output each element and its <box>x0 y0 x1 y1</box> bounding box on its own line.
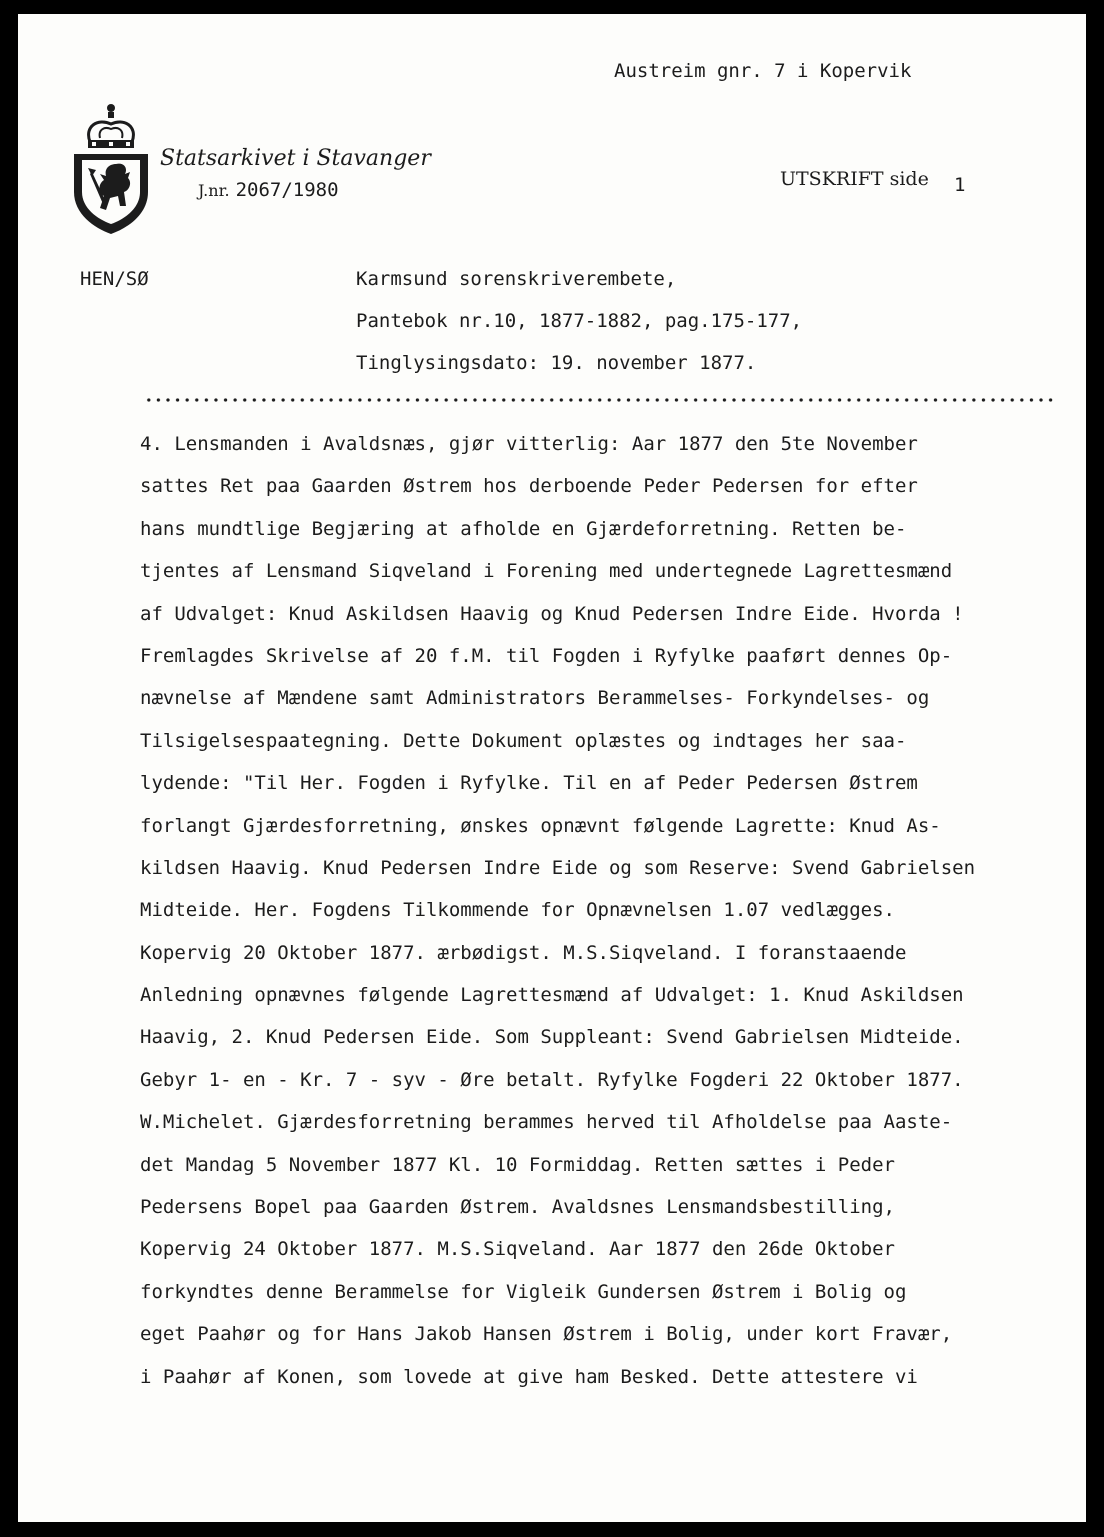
transcript-line: eget Paahør og for Hans Jakob Hansen Østrem i Bolig, under kort Fravær, <box>140 1323 953 1346</box>
register-reference: Pantebok nr.10, 1877-1882, pag.175-177, <box>356 310 803 332</box>
transcript-line: W.Michelet. Gjærdesforretning berammes herved til Afholdelse paa Aaste- <box>140 1111 953 1134</box>
page-number: 1 <box>954 174 966 196</box>
document-page <box>18 14 1086 1522</box>
extract-label: UTSKRIFT side <box>780 168 929 190</box>
transcript-line: Kopervig 20 Oktober 1877. ærbødigst. M.S.Siqveland. I foranstaaende <box>140 941 907 964</box>
journal-number: 2067/1980 <box>235 179 339 201</box>
transcript-line: det Mandag 5 November 1877 Kl. 10 Formiddag. Retten sættes i Peder <box>140 1153 895 1176</box>
norwegian-coat-of-arms-icon <box>70 102 152 236</box>
journal-label: J.nr. <box>198 181 230 200</box>
transcript-line: tjentes af Lensmand Siqveland i Forening med undertegnede Lagrettesmænd <box>140 560 953 583</box>
transcript-line: sattes Ret paa Gaarden Østrem hos derboende Peder Pedersen for efter <box>140 475 918 498</box>
transcript-line: forkyndtes denne Berammelse for Vigleik Gundersen Østrem i Bolig og <box>140 1280 907 1303</box>
archive-name: Statsarkivet i Stavanger <box>160 146 431 171</box>
transcript-line: af Udvalget: Knud Askildsen Haavig og Knud Pedersen Indre Eide. Hvorda ! <box>140 602 964 625</box>
transcript-line: Gebyr 1- en - Kr. 7 - syv - Øre betalt. Ryfylke Fogderi 22 Oktober 1877. <box>140 1068 964 1091</box>
transcript-line: Fremlagdes Skrivelse af 20 f.M. til Fogden i Ryfylke paaført dennes Op- <box>140 644 953 667</box>
transcript-line: i Paahør af Konen, som lovede at give ham Besked. Dette attestere vi <box>140 1365 918 1388</box>
transcript-line: Pedersens Bopel paa Gaarden Østrem. Avaldsnes Lensmandsbestilling, <box>140 1196 895 1219</box>
registration-date: Tinglysingsdato: 19. november 1877. <box>356 352 757 374</box>
transcript-line: Tilsigelsespaategning. Dette Dokument oplæstes og indtages her saa- <box>140 729 907 752</box>
transcript-line: Midteide. Her. Fogdens Tilkommende for Opnævnelsen 1.07 vedlægges. <box>140 899 895 922</box>
transcript-line: hans mundtlige Begjæring at afholde en Gjærdeforretning. Retten be- <box>140 517 907 540</box>
transcript-line: nævnelse af Mændene samt Administrators Berammelses- Forkyndelses- og <box>140 687 930 710</box>
document-title: Austreim gnr. 7 i Kopervik <box>614 60 912 82</box>
transcript-line: Kopervig 24 Oktober 1877. M.S.Siqveland. Aar 1877 den 26de Oktober <box>140 1238 895 1261</box>
transcript-body <box>140 434 975 1409</box>
transcript-line: kildsen Haavig. Knud Pedersen Indre Eide og som Reserve: Svend Gabrielsen <box>140 856 976 879</box>
transcript-line: forlangt Gjærdesforretning, ønskes opnævnt følgende Lagrette: Knud As- <box>140 814 941 837</box>
transcript-line: lydende: "Til Her. Fogden i Ryfylke. Til en af Peder Pedersen Østrem <box>140 772 918 795</box>
initials: HEN/SØ <box>80 268 149 290</box>
dotted-separator <box>144 398 1058 402</box>
transcript-line: Anledning opnævnes følgende Lagrettesmænd af Udvalget: 1. Knud Askildsen <box>140 984 964 1007</box>
transcript-line: Haavig, 2. Knud Pedersen Eide. Som Suppleant: Svend Gabrielsen Midteide. <box>140 1026 964 1049</box>
court-office: Karmsund sorenskriverembete, <box>356 268 677 290</box>
journal-number-line <box>198 179 339 201</box>
transcript-line: 4. Lensmanden i Avaldsnæs, gjør vitterlig: Aar 1877 den 5te November <box>140 433 918 455</box>
